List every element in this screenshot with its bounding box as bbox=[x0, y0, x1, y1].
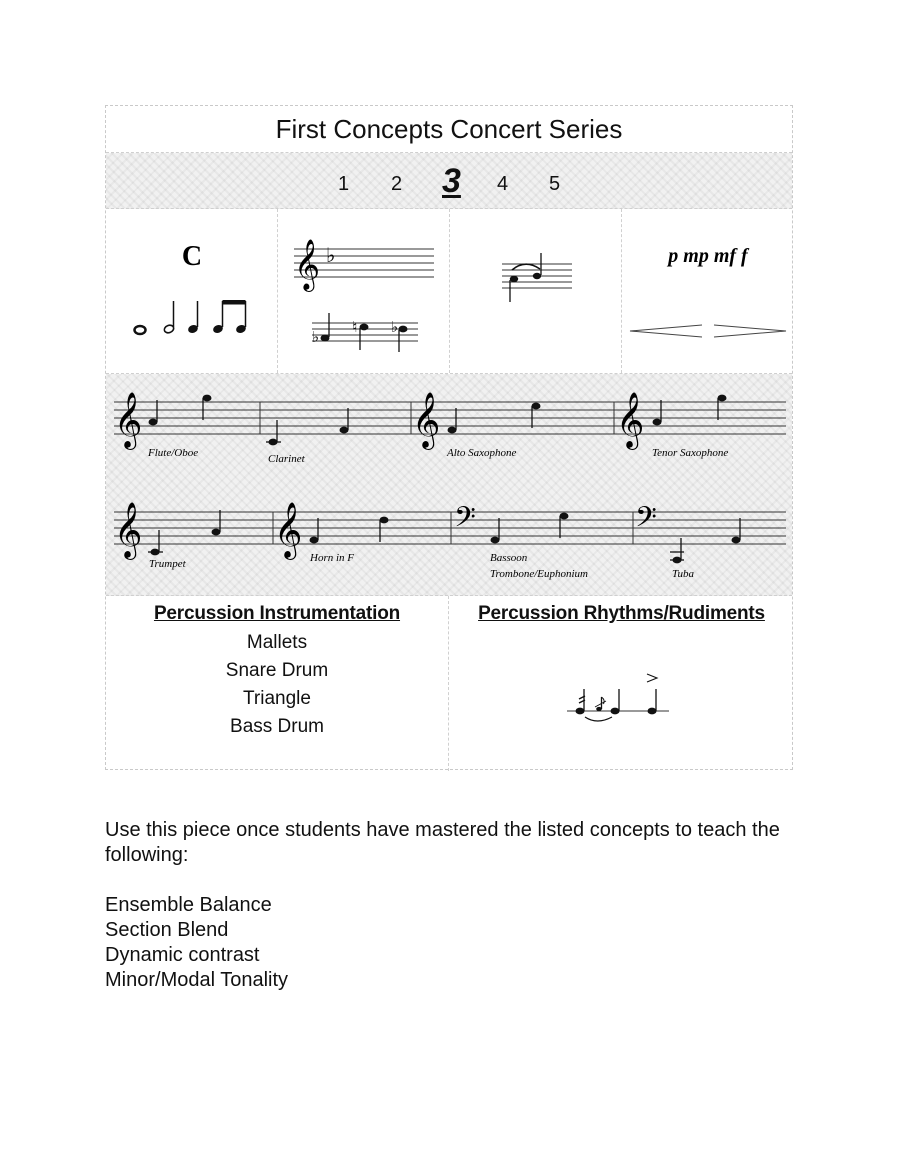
treble-clef-icon: 𝄞 bbox=[114, 504, 143, 557]
percussion-instrumentation bbox=[106, 596, 449, 771]
percussion-rhythms bbox=[449, 596, 794, 771]
svg-text:♮: ♮ bbox=[352, 320, 358, 336]
notes-item: Dynamic contrast bbox=[105, 944, 260, 966]
dynamics-concept-cell bbox=[622, 209, 794, 373]
svg-text:♭: ♭ bbox=[312, 330, 320, 346]
quarter-note-icon bbox=[187, 301, 199, 334]
crescendo-icon bbox=[630, 325, 702, 337]
percussion-item: Bass Drum bbox=[230, 716, 324, 737]
percussion-rhythms-heading: Percussion Rhythms/Rudiments bbox=[478, 603, 765, 624]
trumpet-range-notes bbox=[148, 510, 221, 555]
tenor-sax-label: Tenor Saxophone bbox=[652, 447, 729, 459]
level-selector bbox=[106, 153, 792, 209]
lower-staff bbox=[114, 512, 786, 544]
slur-concept-cell bbox=[450, 209, 622, 373]
bassoon-label: Bassoon bbox=[490, 552, 528, 564]
bass-clef-icon: 𝄢 bbox=[454, 503, 476, 540]
decrescendo-icon bbox=[714, 325, 786, 337]
level-4: 4 bbox=[497, 173, 509, 195]
clarinet-label: Clarinet bbox=[268, 453, 305, 465]
instrument-ranges bbox=[106, 374, 792, 596]
concept-card bbox=[105, 105, 793, 770]
percussion-item: Triangle bbox=[243, 688, 311, 709]
teaching-notes bbox=[105, 818, 795, 993]
dynamics-markings: p mp mf f bbox=[668, 245, 748, 267]
notes-item: Section Blend bbox=[105, 919, 229, 941]
level-1: 1 bbox=[338, 173, 350, 195]
notes-item: Minor/Modal Tonality bbox=[105, 969, 289, 991]
series-title: First Concepts Concert Series bbox=[106, 106, 792, 153]
concepts-row bbox=[106, 209, 792, 374]
notes-item: Ensemble Balance bbox=[105, 894, 272, 916]
rudiment-notation-icon bbox=[449, 629, 794, 739]
alto-sax-label: Alto Saxophone bbox=[447, 447, 517, 459]
notes-intro: Use this piece once students have mastered the listed concepts to teach the following: bbox=[105, 819, 780, 866]
whole-note-icon bbox=[135, 326, 146, 334]
horn-label: Horn in F bbox=[310, 552, 354, 564]
rhythm-concept-cell bbox=[106, 209, 278, 373]
percussion-item: Snare Drum bbox=[225, 660, 329, 681]
trumpet-label: Trumpet bbox=[149, 558, 186, 570]
eighth-notes-icon bbox=[212, 300, 247, 334]
treble-clef-icon: 𝄞 bbox=[412, 394, 441, 447]
e-flat-note-icon bbox=[391, 320, 408, 352]
svg-text:♭: ♭ bbox=[391, 320, 399, 336]
percussion-item: Mallets bbox=[246, 632, 308, 653]
tuba-range-notes bbox=[670, 518, 741, 563]
level-3-current: 3 bbox=[442, 162, 461, 200]
percussion-instrumentation-heading: Percussion Instrumentation bbox=[153, 603, 401, 624]
tuba-label: Tuba bbox=[672, 568, 695, 580]
treble-clef-icon: 𝄞 bbox=[114, 394, 143, 447]
key-signature-cell bbox=[278, 209, 450, 373]
flute-label: Flute/Oboe bbox=[148, 447, 199, 459]
clarinet-range-notes bbox=[266, 408, 349, 445]
level-2: 2 bbox=[391, 173, 403, 195]
bass-clef-icon: 𝄢 bbox=[635, 503, 657, 540]
treble-clef-icon: 𝄞 bbox=[616, 394, 645, 447]
percussion-section bbox=[106, 596, 792, 771]
treble-clef-icon: 𝄞 bbox=[294, 240, 321, 289]
horn-range-notes bbox=[310, 517, 389, 544]
trombone-label: Trombone/Euphonium bbox=[490, 568, 588, 580]
half-note-icon bbox=[163, 301, 174, 334]
common-time-symbol: C bbox=[181, 241, 203, 272]
flat-key-signature: ♭ bbox=[326, 245, 336, 267]
treble-clef-icon: 𝄞 bbox=[274, 504, 303, 557]
slurred-notes-icon bbox=[510, 253, 541, 302]
level-5: 5 bbox=[549, 173, 561, 195]
